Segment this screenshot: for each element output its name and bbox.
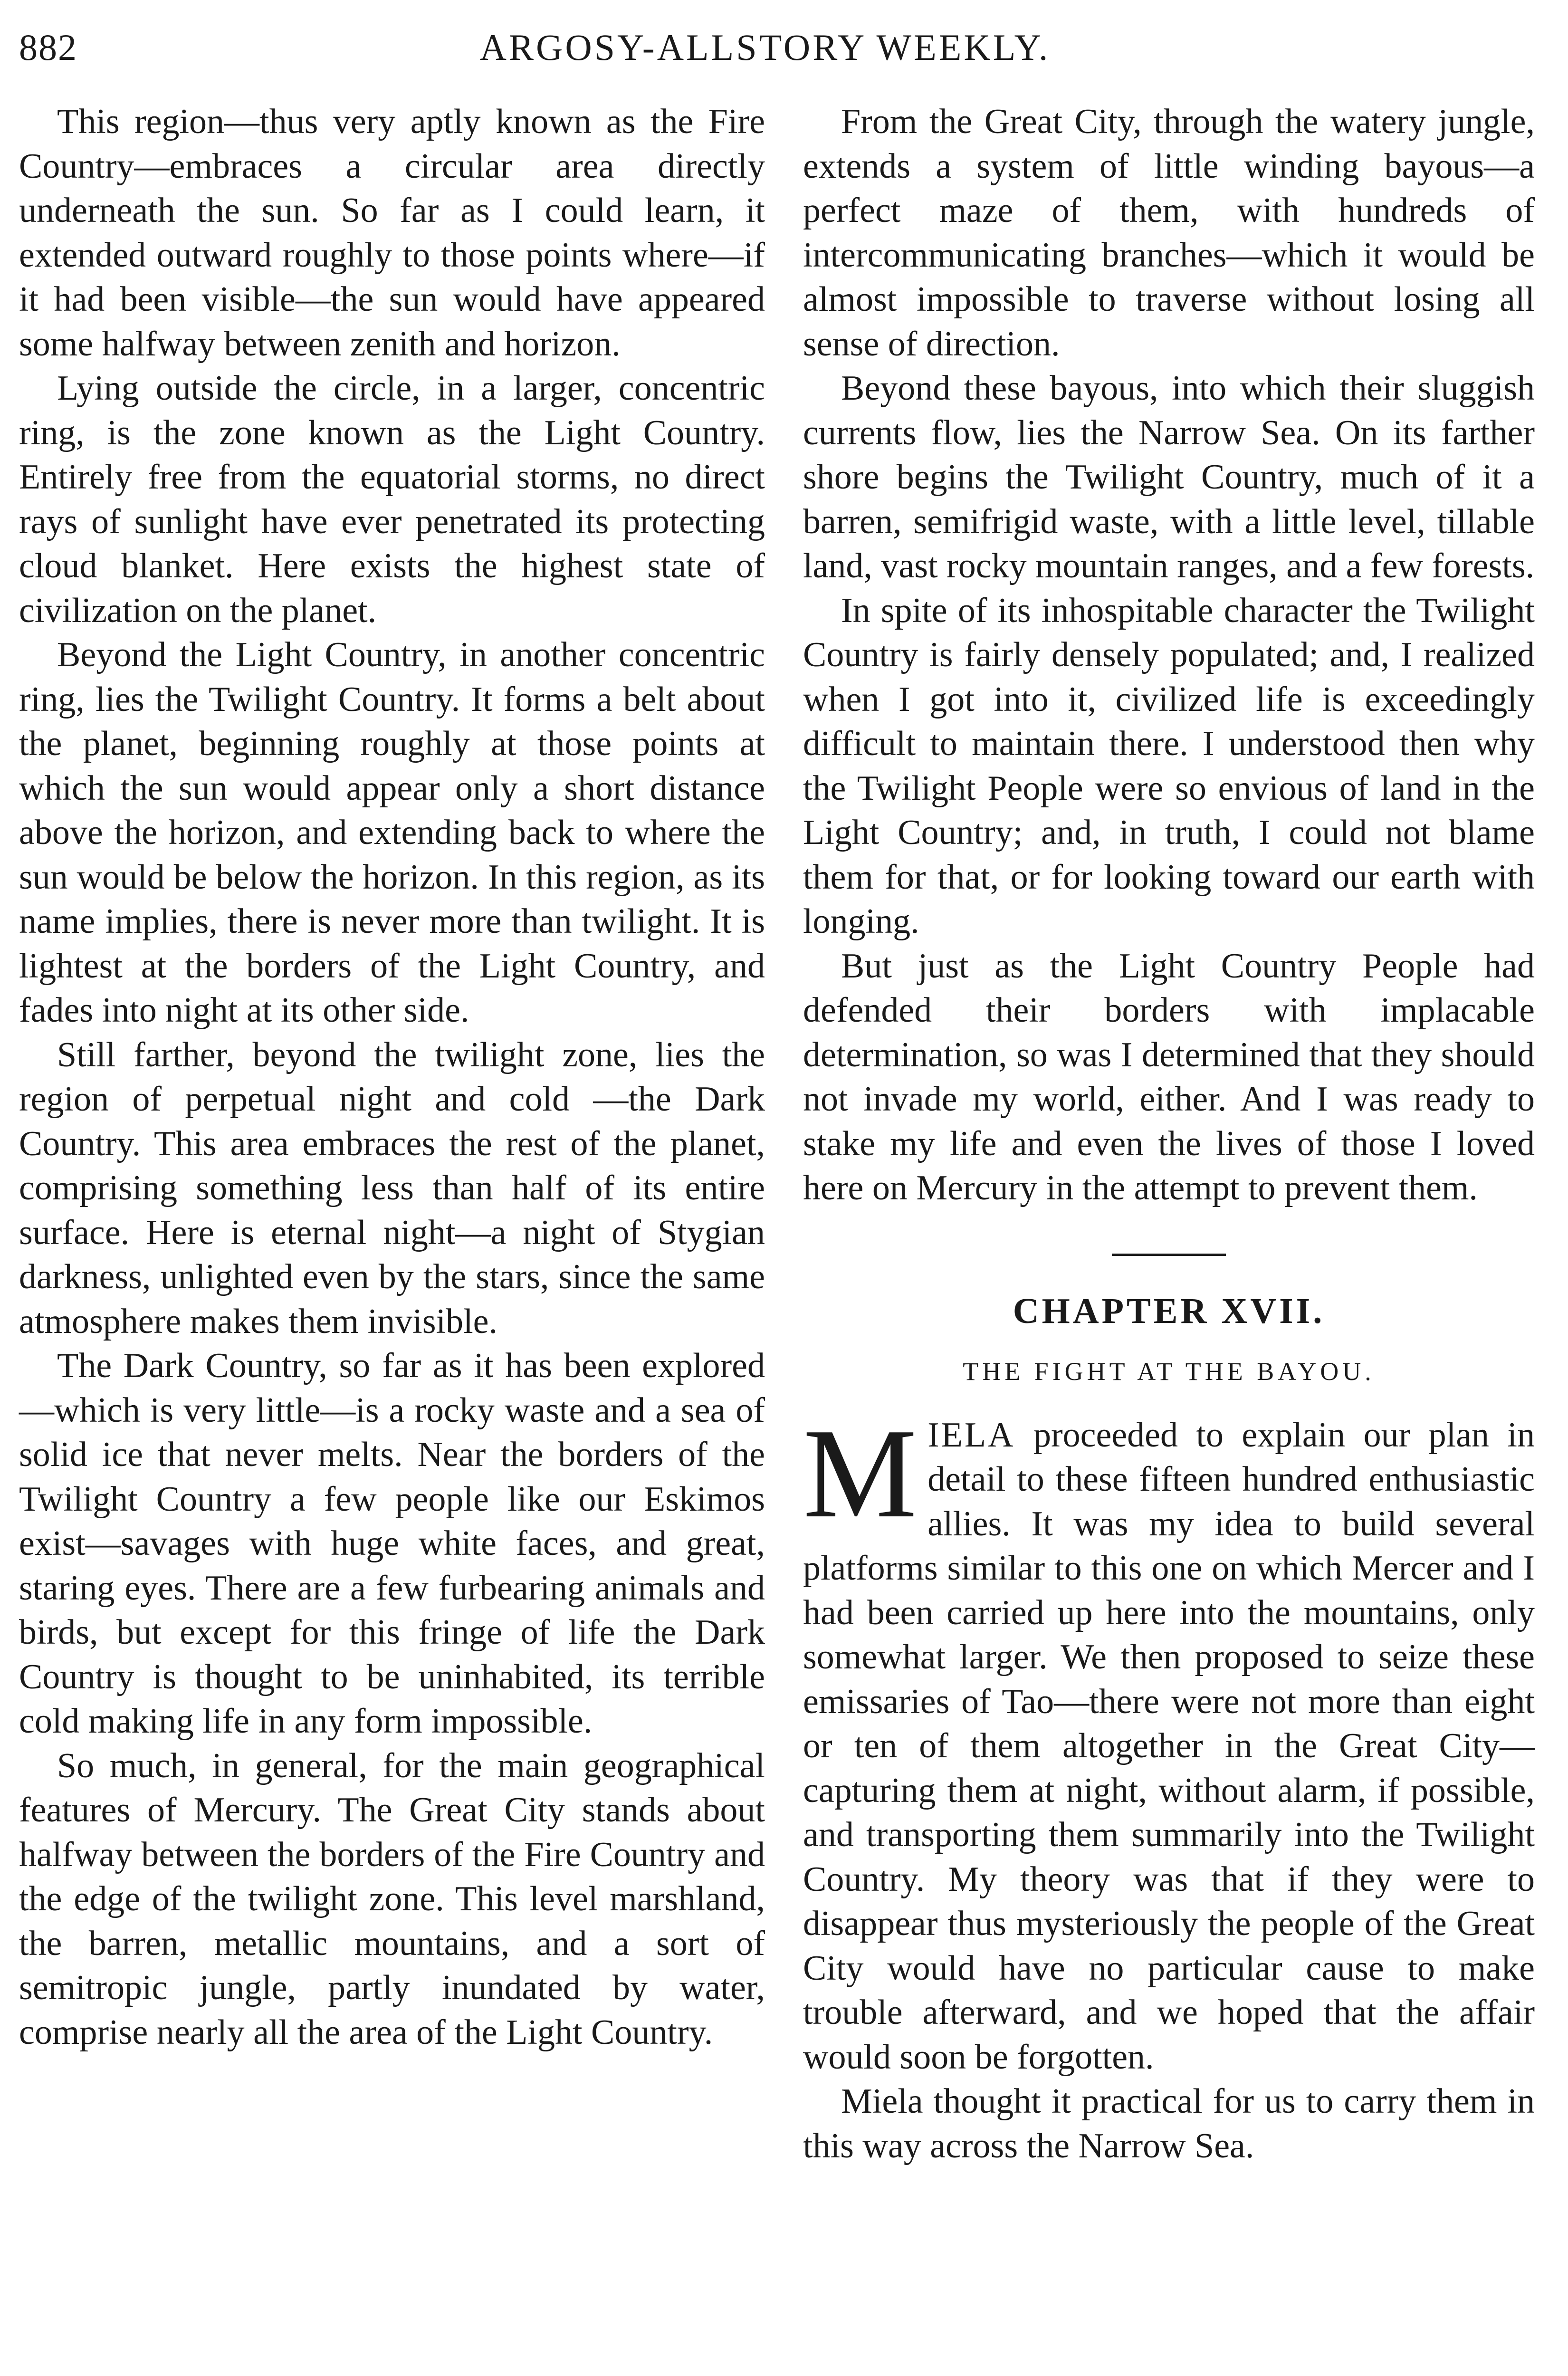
chapter-opening-text: proceeded to explain our plan in detail to these fifteen hundred enthusiastic allies. It was my idea to build several platforms similar to this one on which Mercer and I had been carried up here into the mountains, only somewhat larger. We then proposed to seize these emissaries of Tao—there were not more than eight or ten of them altogether in the Great City—capturing them at night, without alarm, if possible, and transporting them summarily into the Twilight Country. My theory was that if they were to disappear thus mysteriously the people of the Great City would have no particular cause to make trouble afterward, and we hoped that the affair would soon be forgotten. bbox=[803, 1415, 1535, 2077]
paragraph: This region—thus very aptly known as the Fire Country—embraces a circular area directly underneath the sun. So far as I could learn, it extended outward roughly to those points where—if it had been visible—the sun would have appeared some halfway between zenith and horizon. bbox=[19, 102, 765, 364]
drop-cap: M bbox=[803, 1402, 918, 1544]
running-head: ARGOSY-ALLSTORY WEEKLY. bbox=[479, 27, 1051, 68]
paragraph: Beyond the Light Country, in another concentric ring, lies the Twilight Country. It forms a belt about the planet, beginning roughly at those points at which the sun would appear only a short distance above the horizon, and extending back to where the sun would be below the horizon. In this region, as its name implies, there is never more than twilight. It is lightest at the borders of the Light Country, and fades into night at its other side. bbox=[19, 635, 765, 1030]
page-number: 882 bbox=[19, 27, 77, 68]
paragraph: Miela thought it practical for us to carry them in this way across the Narrow Sea. bbox=[803, 2082, 1535, 2165]
chapter-title: CHAPTER XVII. bbox=[1013, 1291, 1325, 1331]
drop-cap-continuation: IELA bbox=[927, 1415, 1015, 1455]
chapter-opening-paragraph bbox=[803, 1402, 1535, 2080]
paragraph: The Dark Country, so far as it has been explored—which is very little—is a rocky waste and a sea of solid ice that never melts. Near the borders of the Twilight Country a few people like our Eskimos exist—savages with huge white faces, and great, staring eyes. There are a few furbearing animals and birds, but except for this fringe of life the Dark Country is thought to be uninhabited, its terrible cold making life in any form impossible. bbox=[19, 1346, 765, 1741]
paragraph: From the Great City, through the watery jungle, extends a system of little winding bayous—a perfect maze of them, with hundreds of intercommunicating branches—which it would be almost impossible to traverse without losing all sense of direction. bbox=[803, 102, 1535, 364]
paragraph: Beyond these bayous, into which their sluggish currents flow, lies the Narrow Sea. On its farther shore begins the Twilight Country, much of it a barren, semifrigid waste, with a little level, tillable land, vast rocky mountain ranges, and a few forests. bbox=[803, 369, 1535, 585]
left-column bbox=[19, 100, 765, 2055]
page-header bbox=[19, 26, 1511, 78]
paragraph: Still farther, beyond the twilight zone, lies the region of perpetual night and cold —the Dark Country. This area embraces the rest of the planet, comprising something less than half of its entire surface. Here is eternal night—a night of Stygian darkness, unlighted even by the stars, since the same atmosphere makes them invisible. bbox=[19, 1035, 765, 1341]
section-divider bbox=[1112, 1254, 1226, 1256]
paragraph: In spite of its inhospitable character the Twilight Country is fairly densely populated; and, I realized when I got into it, civilized life is exceedingly difficult to maintain there. I understood then why the Twilight People were so envious of land in the Light Country; and, in truth, I could not blame them for that, or for looking toward our earth with longing. bbox=[803, 591, 1535, 941]
paragraph: But just as the Light Country People had defended their borders with implacable determination, so was I determined that they should not invade my world, either. And I was ready to stake my life and even the lives of those I loved here on Mercury in the attempt to prevent them. bbox=[803, 946, 1535, 1207]
right-column bbox=[803, 100, 1535, 2168]
paragraph: Lying outside the circle, in a larger, concentric ring, is the zone known as the Light Country. Entirely free from the equatorial storms, no direct rays of sunlight have ever penetrated its protecting cloud blanket. Here exists the highest state of civilization on the planet. bbox=[19, 369, 765, 630]
paragraph: So much, in general, for the main geographical features of Mercury. The Great City stands about halfway between the borders of the Fire Country and the edge of the twilight zone. This level marshland, the barren, metallic mountains, and a sort of semitropic jungle, partly inundated by water, comprise nearly all the area of the Light Country. bbox=[19, 1746, 765, 2052]
chapter-subtitle: THE FIGHT AT THE BAYOU. bbox=[963, 1357, 1375, 1386]
